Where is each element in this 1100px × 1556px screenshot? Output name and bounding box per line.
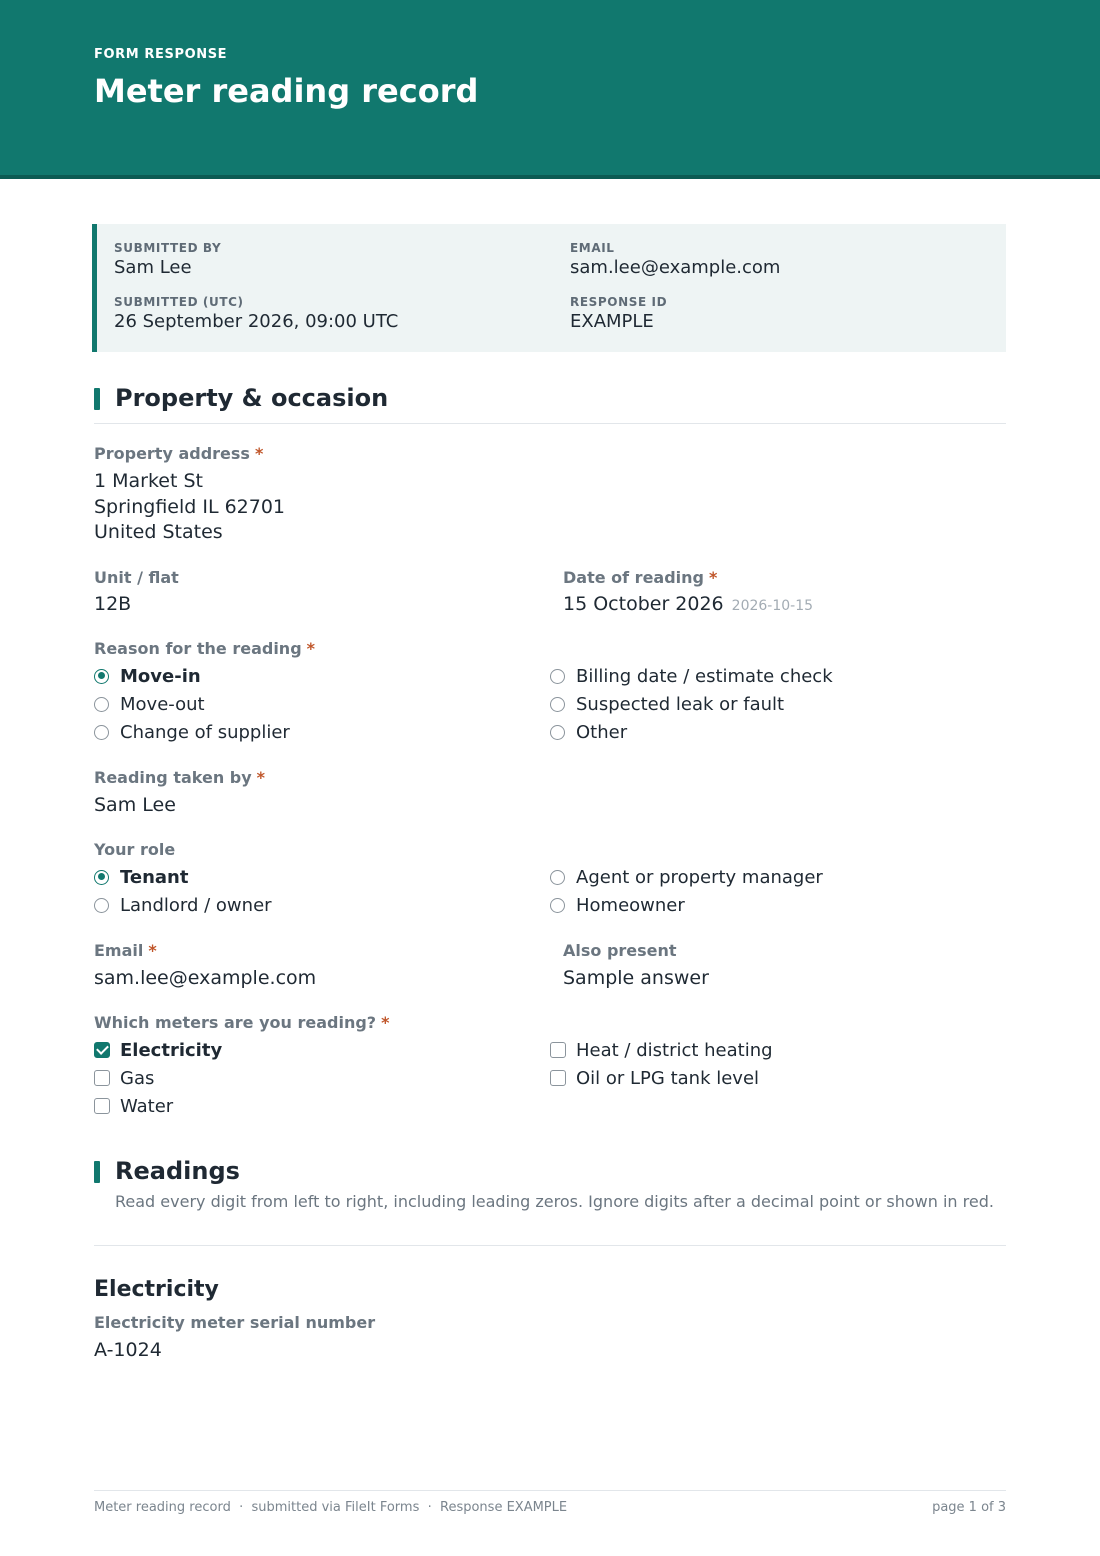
date-value (563, 592, 813, 620)
meter-option-water[interactable] (94, 1095, 173, 1117)
email-label (94, 941, 157, 960)
checkbox-icon (94, 1098, 110, 1114)
meta-submitted-utc (114, 294, 398, 334)
property-address-value (94, 469, 285, 546)
option-label: Electricity (120, 1039, 223, 1061)
electricity-heading: Electricity (94, 1277, 219, 1302)
option-label: Other (576, 721, 628, 743)
radio-icon (550, 870, 565, 885)
section-property (94, 384, 1006, 424)
section-title: Property & occasion (115, 384, 389, 412)
section-title: Readings (115, 1157, 240, 1185)
option-label: Agent or property manager (576, 866, 823, 888)
label-text: Property address (94, 444, 250, 463)
role-option-tenant[interactable] (94, 866, 188, 888)
checkbox-icon (550, 1042, 566, 1058)
reason-option-move-out[interactable] (94, 693, 205, 715)
reason-option-leak[interactable] (550, 693, 784, 715)
electricity-serial-label: Electricity meter serial number (94, 1313, 376, 1332)
option-label: Homeowner (576, 894, 685, 916)
meta-value: 26 September 2026, 09:00 UTC (114, 311, 399, 332)
label-text: Reading taken by (94, 768, 252, 787)
option-label: Heat / district heating (576, 1039, 773, 1061)
required-mark: * (381, 1013, 390, 1032)
meta-value: Sam Lee (114, 257, 192, 278)
address-line: United States (94, 521, 223, 543)
role-option-agent[interactable] (550, 866, 823, 888)
option-label: Oil or LPG tank level (576, 1067, 760, 1089)
unit-value: 12B (94, 593, 132, 615)
option-label: Water (120, 1095, 174, 1117)
option-label: Landlord / owner (120, 894, 272, 916)
reason-label (94, 639, 315, 658)
checkbox-icon (94, 1070, 110, 1086)
section-description: Read every digit from left to right, including leading zeros. Ignore digits after a decimal point or shown in red. (115, 1192, 994, 1211)
checkbox-icon (550, 1070, 566, 1086)
option-label: Suspected leak or fault (576, 693, 785, 715)
meta-label: RESPONSE ID (570, 295, 668, 309)
meta-label: EMAIL (570, 241, 615, 255)
unit-label: Unit / flat (94, 568, 179, 587)
required-mark: * (306, 639, 316, 658)
radio-icon (94, 725, 109, 740)
section-readings (94, 1157, 1006, 1246)
reason-option-change-supplier[interactable] (94, 721, 290, 743)
radio-icon (94, 697, 109, 712)
meter-option-gas[interactable] (94, 1067, 154, 1089)
required-mark: * (148, 941, 157, 960)
meta-label: SUBMITTED BY (114, 241, 222, 255)
email-value: sam.lee@example.com (94, 967, 317, 989)
meta-value: EXAMPLE (570, 311, 654, 332)
page-title: Meter reading record (94, 72, 479, 110)
date-display: 15 October 2026 (563, 593, 724, 615)
option-label: Tenant (120, 866, 189, 888)
reason-option-other[interactable] (550, 721, 627, 743)
footer-info: Meter reading record · submitted via FileIt Forms · Response EXAMPLE (94, 1500, 568, 1515)
meta-label: SUBMITTED (UTC) (114, 295, 244, 309)
address-line: 1 Market St (94, 470, 203, 492)
reason-option-move-in[interactable] (94, 665, 201, 687)
meta-email (570, 240, 780, 280)
required-mark: * (254, 444, 264, 463)
option-label: Gas (120, 1067, 155, 1089)
meter-option-oil[interactable] (550, 1067, 759, 1089)
property-address-label (94, 444, 263, 463)
radio-selected-icon (94, 669, 109, 684)
page-footer (94, 1490, 1006, 1520)
meter-option-electricity[interactable] (94, 1039, 222, 1061)
taken-by-value: Sam Lee (94, 794, 176, 816)
checkbox-checked-icon (94, 1042, 110, 1058)
section-accent-bar (94, 1161, 100, 1183)
label-text: Date of reading (563, 568, 704, 587)
option-label: Billing date / estimate check (576, 665, 833, 687)
role-option-homeowner[interactable] (550, 894, 685, 916)
required-mark: * (709, 568, 718, 587)
meta-submitted-by (114, 240, 221, 280)
role-label: Your role (94, 840, 176, 859)
reason-option-billing[interactable] (550, 665, 833, 687)
page-number: page 1 of 3 (932, 1500, 1006, 1515)
section-accent-bar (94, 388, 100, 410)
form-eyebrow: FORM RESPONSE (94, 47, 228, 62)
taken-by-label (94, 768, 265, 787)
also-present-label: Also present (563, 941, 677, 960)
option-label: Change of supplier (120, 721, 290, 743)
radio-icon (94, 898, 109, 913)
label-text: Email (94, 941, 144, 960)
radio-icon (550, 725, 565, 740)
date-iso: 2026-10-15 (731, 598, 814, 614)
electricity-serial-value: A-1024 (94, 1339, 162, 1361)
role-option-landlord[interactable] (94, 894, 272, 916)
radio-selected-icon (94, 870, 109, 885)
label-text: Which meters are you reading? (94, 1013, 377, 1032)
option-label: Move-out (120, 693, 205, 715)
radio-icon (550, 697, 565, 712)
meta-response-id (570, 294, 667, 334)
submission-meta (92, 224, 1006, 352)
label-text: Reason for the reading (94, 639, 302, 658)
meters-label (94, 1013, 389, 1032)
address-line: Springfield IL 62701 (94, 495, 286, 518)
radio-icon (550, 669, 565, 684)
meta-value: sam.lee@example.com (570, 257, 781, 278)
form-header (0, 0, 1100, 179)
option-label: Move-in (120, 665, 201, 687)
required-mark: * (256, 768, 266, 787)
radio-icon (550, 898, 565, 913)
also-present-value: Sample answer (563, 967, 709, 989)
meter-option-heat[interactable] (550, 1039, 773, 1061)
date-label (563, 568, 717, 587)
